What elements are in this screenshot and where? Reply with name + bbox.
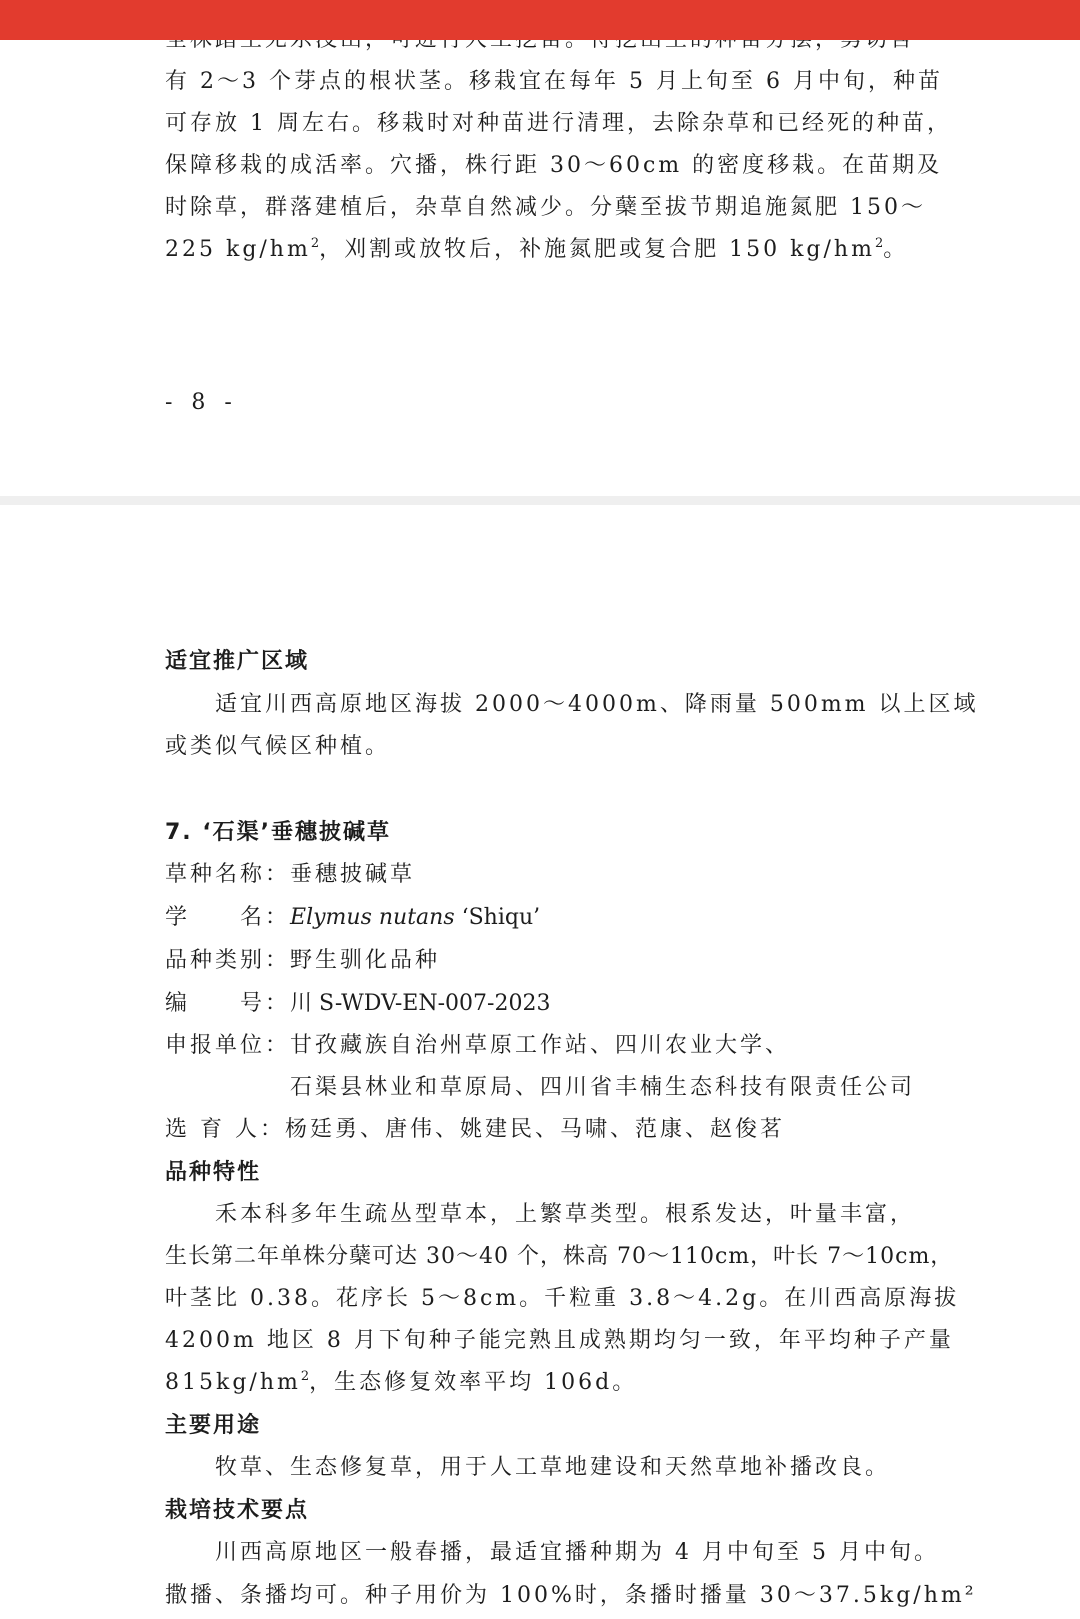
field-category [165, 945, 440, 977]
superscript: 2 [300, 1369, 310, 1384]
text-line: 叶茎比 0.38。花序长 5～8cm。千粒重 3.8～4.2g。在川西高原海拔 [165, 1286, 960, 1311]
field-value: 垂穗披碱草 [290, 862, 416, 887]
text-line-cut-off: 撒播、条播均可。种子用价为 100%时，条播时播量 30～37.5kg/hm² [165, 1583, 977, 1608]
text-line: 川西高原地区一般春播，最适宜播种期为 4 月中旬至 5 月中旬。 [215, 1540, 939, 1565]
text-fragment: 225 kg/hm [165, 237, 311, 262]
text-line: 保障移栽的成活率。穴播，株行距 30～60cm 的密度移栽。在苗期及 [165, 153, 943, 178]
text-fragment: ，刈割或放牧后，补施氮肥或复合肥 150 kg/hm [319, 237, 875, 262]
text-line: 可存放 1 周左右。移栽时对种苗进行清理，去除杂草和已经死的种苗， [165, 111, 952, 136]
text-line: 或类似气候区种植。 [165, 734, 391, 759]
field-value: 川 S-WDV-EN-007-2023 [290, 991, 551, 1016]
text-line: 禾本科多年生疏丛型草本，上繁草类型。根系发达，叶量丰富， [215, 1202, 916, 1227]
text-line [165, 1367, 637, 1399]
superscript: 2 [874, 236, 884, 251]
text-fragment: ，生态修复效率平均 106d。 [309, 1370, 638, 1395]
field-label: 编 号： [165, 991, 291, 1016]
text-line: 4200m 地区 8 月下旬种子能完熟且成熟期均匀一致，年平均种子产量 [165, 1328, 954, 1353]
text-fragment: 。 [883, 237, 909, 262]
text-line: 生长第二年单株分蘖可达 30～40 个，株高 70～110cm，叶长 7～10cm， [165, 1244, 954, 1269]
field-breeder [165, 1114, 785, 1146]
page-separator [0, 496, 1080, 505]
variety-title: 7. ‘石渠’垂穗披碱草 [165, 820, 392, 845]
field-value: 甘孜藏族自治州草原工作站、四川农业大学、 [290, 1033, 791, 1058]
page-number: - 8 - [165, 390, 238, 415]
field-code [165, 988, 550, 1020]
field-value: 杨廷勇、唐伟、姚建民、马啸、范康、赵俊茗 [285, 1117, 786, 1142]
text-line: 时除草，群落建植后，杂草自然减少。分蘖至拔节期追施氮肥 150～ [165, 195, 926, 220]
section-heading: 品种特性 [165, 1160, 262, 1185]
text-line: 适宜川西高原地区海拔 2000～4000m、降雨量 500mm 以上区域 [215, 692, 979, 717]
section-heading: 适宜推广区域 [165, 649, 310, 674]
field-unit-continued: 石渠县林业和草原局、四川省丰楠生态科技有限责任公司 [290, 1075, 916, 1100]
field-name [165, 859, 415, 891]
field-label: 申报单位： [165, 1033, 291, 1058]
field-value: 野生驯化品种 [290, 948, 441, 973]
field-value: ‘Shiqu’ [454, 905, 541, 930]
text-fragment: 815kg/hm [165, 1370, 301, 1395]
text-line: 有 2～3 个芽点的根状茎。移栽宜在每年 5 月上旬至 6 月中旬，种苗 [165, 69, 943, 94]
section-heading: 主要用途 [165, 1413, 262, 1438]
field-value-italic: Elymus nutans [290, 905, 455, 930]
superscript: 2 [310, 236, 320, 251]
field-unit [165, 1030, 790, 1062]
top-red-bar [0, 0, 1080, 40]
section-heading: 栽培技术要点 [165, 1498, 310, 1523]
field-label: 选 育 人： [165, 1117, 285, 1142]
text-line [165, 234, 908, 266]
field-label: 草种名称： [165, 862, 291, 887]
text-line: 牧草、生态修复草，用于人工草地建设和天然草地补播改良。 [215, 1455, 891, 1480]
field-label: 学 名： [165, 905, 291, 930]
field-scientific-name [165, 902, 540, 934]
field-label: 品种类别： [165, 948, 291, 973]
